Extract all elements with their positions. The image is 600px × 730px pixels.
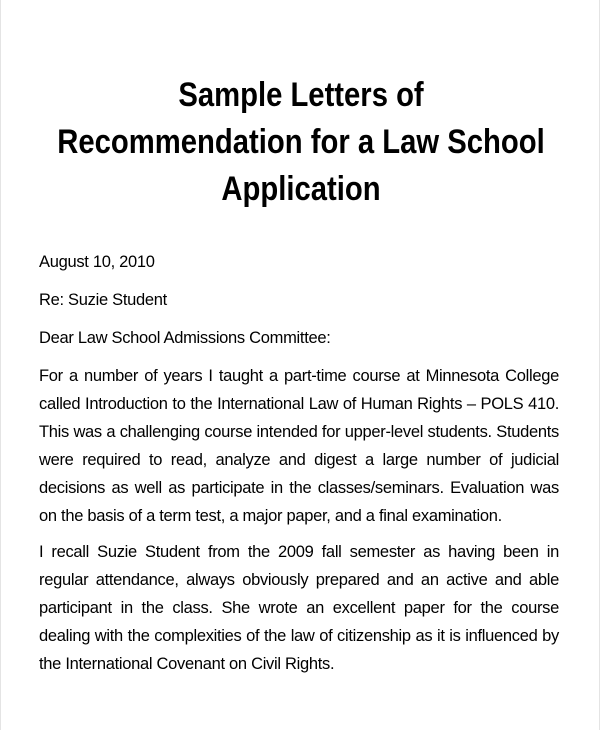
document-title bbox=[43, 72, 559, 213]
letter-body bbox=[39, 248, 559, 686]
letter-salutation: Dear Law School Admissions Committee: bbox=[39, 329, 331, 347]
title-line: Sample Letters of bbox=[178, 76, 424, 114]
letter-paragraph: For a number of years I taught a part-time course at Minnesota College called Introduction to the International Law of Human Rights – POLS 410. This was a challenging course intended for upper-level students. Students were required to read, analyze and digest a large number of judicial decisions as well as participate in the classes/seminars. Evaluation was on the basis of a term test, a major paper, and a final examination. bbox=[39, 367, 559, 525]
letter-date: August 10, 2010 bbox=[39, 253, 155, 271]
title-line: Recommendation for a Law School bbox=[57, 123, 545, 161]
letter-subject: Re: Suzie Student bbox=[39, 291, 167, 309]
title-line: Application bbox=[221, 170, 381, 208]
letter-paragraph: I recall Suzie Student from the 2009 fall semester as having been in regular attendance, always obviously prepared and an active and able participant in the class. She wrote an excellent paper for the course dealing with the complexities of the law of citizenship as it is influenced by the International Covenant on Civil Rights. bbox=[39, 543, 559, 673]
